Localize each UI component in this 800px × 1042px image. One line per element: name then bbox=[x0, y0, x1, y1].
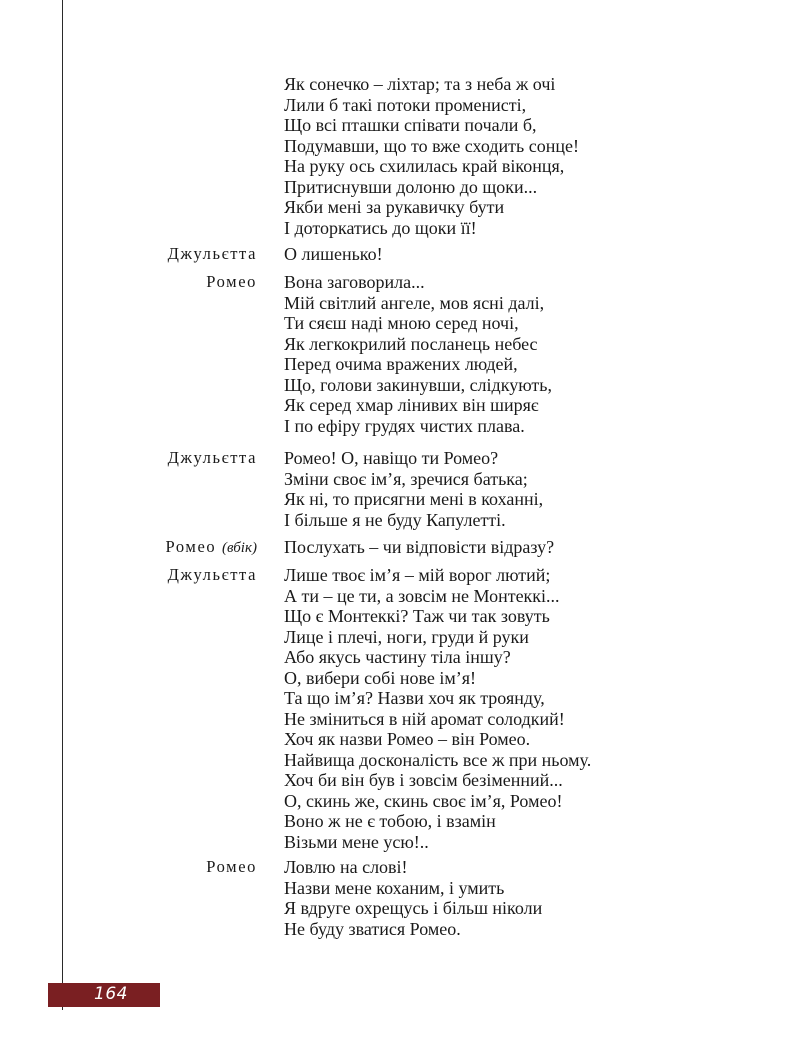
speech-verse bbox=[284, 565, 591, 852]
speech-verse bbox=[284, 857, 542, 939]
verse-line: Якби мені за рукавичку бути bbox=[284, 197, 505, 217]
speech-verse bbox=[284, 272, 552, 436]
speaker-label: Ромео bbox=[165, 537, 217, 556]
verse-line: Я вдруге охрещусь і більш ніколи bbox=[284, 898, 543, 918]
verse-line: Зміни своє ім’я, зречися батька; bbox=[284, 468, 528, 489]
speech-verse bbox=[284, 244, 383, 265]
speaker-name: Джульєтта bbox=[167, 244, 257, 263]
verse-line: Не буду зватися Ромео. bbox=[284, 918, 461, 939]
speech-verse bbox=[284, 74, 579, 238]
verse-line: А ти – це ти, а зовсім не Монтеккі... bbox=[284, 585, 560, 606]
verse-line: Як серед хмар лінивих він ширяє bbox=[284, 395, 539, 415]
verse-line: О, вибери собі нове ім’я! bbox=[284, 667, 476, 688]
verse-line: Притиснувши долоню до щоки... bbox=[284, 176, 538, 197]
verse-line: Найвища досконаліcть все ж при ньому. bbox=[284, 749, 592, 770]
stage-direction: (вбік) bbox=[221, 540, 257, 556]
verse-line: Ти сяєш наді мною серед ночі, bbox=[284, 313, 519, 333]
verse-line: Лили б такі потоки променисті, bbox=[284, 94, 527, 115]
verse-line: Не зміниться в ній аромат солодкий! bbox=[284, 708, 565, 729]
verse-line: Перед очима вражених людей, bbox=[284, 354, 518, 374]
speaker-name: Джульєтта bbox=[167, 448, 257, 467]
verse-line: Ловлю на слові! bbox=[284, 857, 408, 877]
speaker-name: Ромео bbox=[206, 857, 257, 876]
verse-line: Як сонечко – ліхтар; та з неба ж очі bbox=[284, 74, 556, 94]
speech-verse bbox=[284, 537, 554, 558]
verse-line: О лишенько! bbox=[284, 244, 383, 264]
speech-verse bbox=[284, 448, 543, 530]
verse-line: На руку ось схилилась край віконця, bbox=[284, 156, 565, 176]
verse-line: Лише твоє ім’я – мій ворог лютий; bbox=[284, 565, 551, 585]
speaker-name: Джульєтта bbox=[167, 565, 257, 584]
speaker-name: Ромео bbox=[206, 272, 257, 291]
verse-line: Подумавши, що то вже сходить сонце! bbox=[284, 135, 579, 156]
verse-line: І доторкатись до щоки її! bbox=[284, 217, 477, 238]
verse-line: Хоч як назви Ромео – він Ромео. bbox=[284, 729, 531, 749]
verse-line: Мій світлий ангеле, мов ясні далі, bbox=[284, 292, 545, 313]
verse-line: Назви мене коханим, і умить bbox=[284, 877, 505, 898]
verse-line: Та що ім’я? Назви хоч як троянду, bbox=[284, 688, 545, 708]
page-number: 164 bbox=[94, 984, 128, 1004]
verse-line: Послухать – чи відповісти відразу? bbox=[284, 537, 555, 557]
verse-line: Як ні, то присягни мені в коханні, bbox=[284, 489, 544, 509]
verse-line: Що є Монтеккі? Таж чи так зовуть bbox=[284, 606, 550, 626]
verse-line: Або якусь частину тіла іншу? bbox=[284, 647, 511, 667]
verse-line: Що, голови закинувши, слідкують, bbox=[284, 374, 552, 395]
verse-line: Ромео! О, навіщо ти Ромео? bbox=[284, 448, 499, 468]
verse-line: Воно ж не є тобою, і взамін bbox=[284, 811, 496, 831]
verse-line: Лице і плечі, ноги, груди й руки bbox=[284, 626, 529, 647]
speaker-name bbox=[166, 537, 258, 559]
verse-line: Як легкокрилий посланець небес bbox=[284, 333, 538, 354]
margin-rule bbox=[62, 0, 63, 1010]
verse-line: Що всі пташки співати почали б, bbox=[284, 115, 537, 135]
verse-line: Вона заговорила... bbox=[284, 272, 425, 292]
verse-line: Візьми мене усю!.. bbox=[284, 831, 429, 852]
verse-line: Хоч би він був і зовсім безіменний... bbox=[284, 770, 563, 790]
verse-line: І по ефіру грудях чистих плава. bbox=[284, 415, 525, 436]
verse-line: О, скинь же, скинь своє ім’я, Ромео! bbox=[284, 790, 563, 811]
verse-line: І більше я не буду Капулетті. bbox=[284, 509, 506, 530]
